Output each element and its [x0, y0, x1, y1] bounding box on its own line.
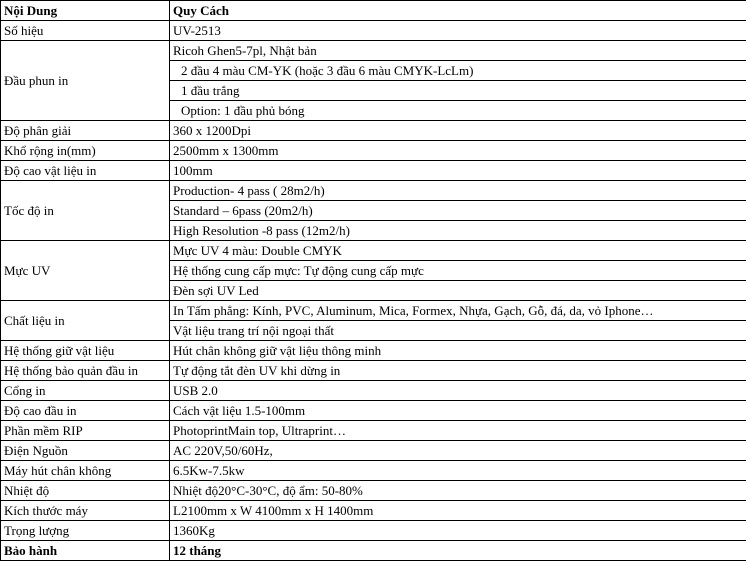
row-name-cell: Cổng in [1, 381, 170, 401]
row-value-cell: Hút chân không giữ vật liệu thông minh [170, 341, 746, 361]
row-value-cell: Option: 1 đầu phủ bóng [170, 101, 746, 121]
table-row [1, 421, 746, 441]
row-value-cell: 6.5Kw-7.5kw [170, 461, 746, 481]
table-row [1, 461, 746, 481]
table-row [1, 381, 746, 401]
table-row [1, 441, 746, 461]
row-name-cell: Hệ thống giữ vật liệu [1, 341, 170, 361]
row-value-cell: Production- 4 pass ( 28m2/h) [170, 181, 746, 201]
row-name-cell: Máy hút chân không [1, 461, 170, 481]
row-name-cell: Trọng lượng [1, 521, 170, 541]
row-value-cell: High Resolution -8 pass (12m2/h) [170, 221, 746, 241]
row-value-cell: AC 220V,50/60Hz, [170, 441, 746, 461]
row-value-cell: 2500mm x 1300mm [170, 141, 746, 161]
row-name-cell: Kích thước máy [1, 501, 170, 521]
row-name-cell: Phần mềm RIP [1, 421, 170, 441]
header-name-cell: Nội Dung [1, 1, 170, 21]
row-value-cell: Mực UV 4 màu: Double CMYK [170, 241, 746, 261]
row-name-cell: Độ cao đầu in [1, 401, 170, 421]
row-value-cell: Đèn sợi UV Led [170, 281, 746, 301]
row-value-cell: 1360Kg [170, 521, 746, 541]
header-row [1, 1, 746, 21]
row-name-cell: Chất liệu in [1, 301, 170, 341]
row-name-cell: Độ cao vật liệu in [1, 161, 170, 181]
table-row [1, 161, 746, 181]
row-name-cell: Bảo hành [1, 541, 170, 561]
table-row [1, 361, 746, 381]
row-value-cell: Vật liệu trang trí nội ngoại thất [170, 321, 746, 341]
row-value-cell: Cách vật liệu 1.5-100mm [170, 401, 746, 421]
row-value-cell: 2 đầu 4 màu CM-YK (hoặc 3 đầu 6 màu CMYK-LcLm) [170, 61, 746, 81]
table-row [1, 521, 746, 541]
table-row [1, 121, 746, 141]
row-name-cell: Hệ thống bảo quản đầu in [1, 361, 170, 381]
table-row [1, 341, 746, 361]
table-row [1, 41, 746, 61]
row-name-cell: Đầu phun in [1, 41, 170, 121]
table-row [1, 141, 746, 161]
row-name-cell: Điện Nguồn [1, 441, 170, 461]
row-value-cell: Tự động tắt đèn UV khi dừng in [170, 361, 746, 381]
row-value-cell: USB 2.0 [170, 381, 746, 401]
table-row [1, 241, 746, 261]
row-value-cell: 12 tháng [170, 541, 746, 561]
row-name-cell: Khổ rộng in(mm) [1, 141, 170, 161]
row-name-cell: Nhiệt độ [1, 481, 170, 501]
table-row [1, 21, 746, 41]
table-row [1, 481, 746, 501]
row-name-cell: Số hiệu [1, 21, 170, 41]
table-row [1, 301, 746, 321]
row-value-cell: UV-2513 [170, 21, 746, 41]
spec-table-body [1, 1, 746, 561]
row-value-cell: In Tấm phẳng: Kính, PVC, Aluminum, Mica, Formex, Nhựa, Gạch, Gỗ, đá, da, vỏ Iphone… [170, 301, 746, 321]
row-value-cell: L2100mm x W 4100mm x H 1400mm [170, 501, 746, 521]
row-name-cell: Tốc độ in [1, 181, 170, 241]
table-row [1, 501, 746, 521]
row-value-cell: 100mm [170, 161, 746, 181]
row-value-cell: 360 x 1200Dpi [170, 121, 746, 141]
row-name-cell: Độ phân giải [1, 121, 170, 141]
row-value-cell: 1 đầu trắng [170, 81, 746, 101]
table-row [1, 181, 746, 201]
row-value-cell: Standard – 6pass (20m2/h) [170, 201, 746, 221]
row-value-cell: Nhiệt độ20°C-30°C, độ ẩm: 50-80% [170, 481, 746, 501]
row-value-cell: Hệ thống cung cấp mực: Tự động cung cấp mực [170, 261, 746, 281]
header-spec-cell: Quy Cách [170, 1, 746, 21]
table-row [1, 401, 746, 421]
row-name-cell: Mực UV [1, 241, 170, 301]
row-value-cell: Ricoh Ghen5-7pl, Nhật bản [170, 41, 746, 61]
row-value-cell: PhotoprintMain top, Ultraprint… [170, 421, 746, 441]
table-row [1, 541, 746, 561]
